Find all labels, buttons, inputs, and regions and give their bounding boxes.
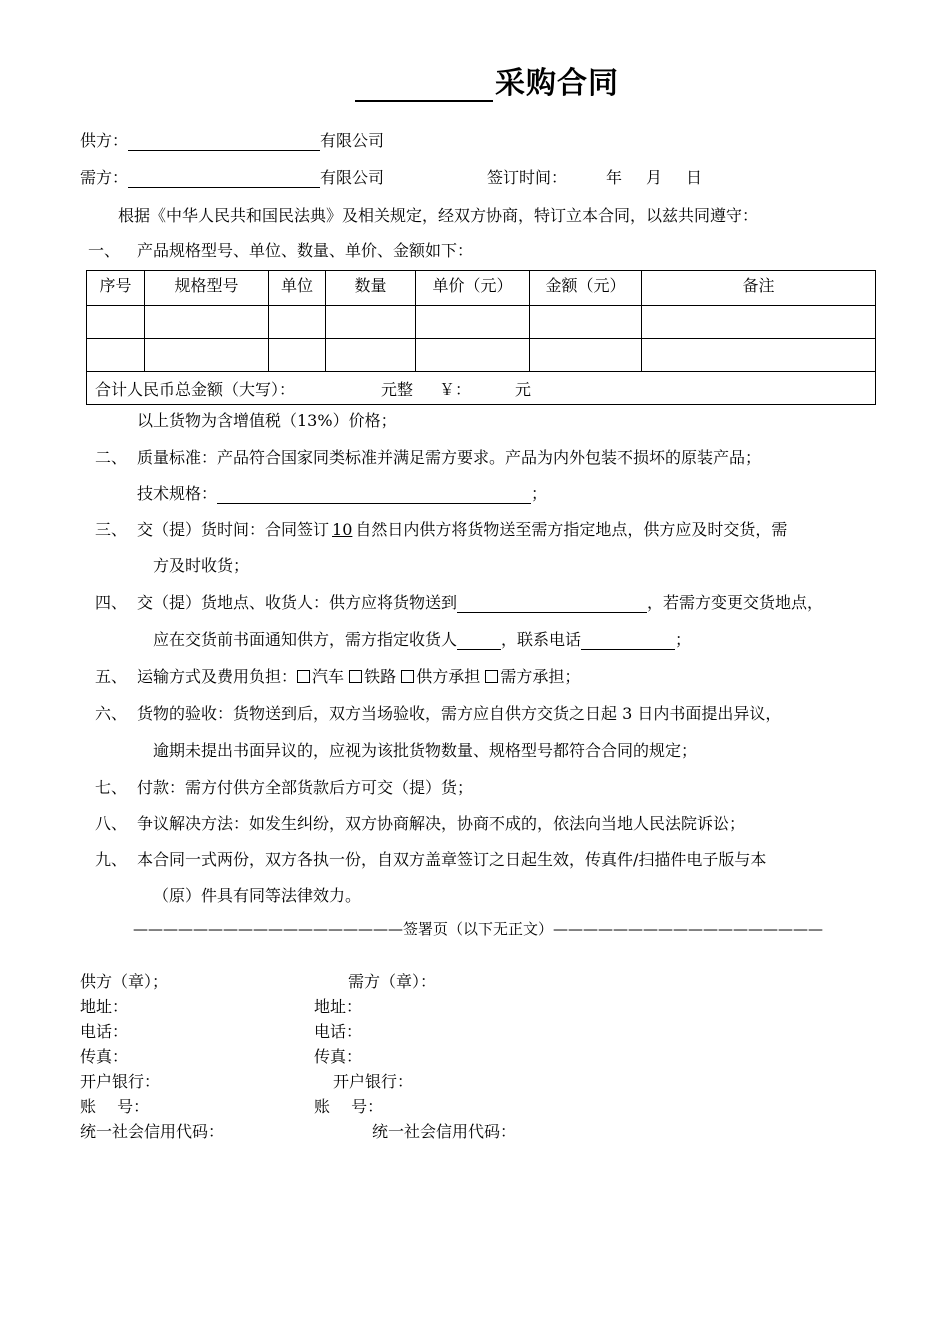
table-cell[interactable]: [87, 339, 145, 372]
clause-4-line2c: ；: [675, 630, 692, 649]
sig-left-seal: 供方（章）；: [80, 972, 169, 991]
clause-8-num: 八、: [95, 814, 128, 833]
table-cell[interactable]: [642, 306, 876, 339]
sig-right-phone: 电话：: [314, 1022, 363, 1041]
checkbox-rail[interactable]: [349, 670, 362, 683]
table-row: [87, 306, 876, 339]
total-cell[interactable]: [87, 372, 876, 405]
signature-divider: ——————————————————签署页（以下无正文）——————————————————: [132, 920, 823, 938]
sig-right-seal: 需方（章）：: [348, 972, 437, 991]
table-cell[interactable]: [87, 306, 145, 339]
table-cell[interactable]: [416, 306, 530, 339]
header-cell: 单价（元）: [416, 271, 530, 306]
clause-4-pre: 交（提）货地点、收货人：供方应将货物送到: [137, 593, 458, 612]
sig-right-address: 地址：: [314, 997, 363, 1016]
buyer-suffix: 有限公司: [320, 168, 385, 187]
option-buyer-pays: 需方承担: [500, 667, 565, 686]
clause-3-num: 三、: [95, 520, 128, 539]
table-cell[interactable]: [145, 339, 269, 372]
clause-6-line1: 货物的验收：货物送到后，双方当场验收，需方应自供方交货之日起 3 日内书面提出异议，: [137, 704, 782, 723]
delivery-days[interactable]: 10: [332, 520, 353, 539]
clause-2-num: 二、: [95, 448, 128, 467]
checkbox-supplier-pays[interactable]: [401, 670, 414, 683]
clause-1-num: 一、: [88, 241, 121, 260]
sig-left-account: 账 号：: [80, 1097, 150, 1116]
receiver-field[interactable]: [457, 631, 501, 650]
clause-3-post: 自然日内供方将货物送至需方指定地点，供方应及时交货，需: [355, 520, 788, 539]
header-cell: 备注: [642, 271, 876, 306]
clause-6-num: 六、: [95, 704, 128, 723]
checkbox-buyer-pays[interactable]: [485, 670, 498, 683]
total-unit: 元: [515, 379, 532, 399]
phone-field[interactable]: [581, 631, 675, 650]
sig-right-bank: 开户银行：: [333, 1072, 414, 1091]
table-cell[interactable]: [642, 339, 876, 372]
clause-3-line1: [137, 517, 787, 540]
clause-9-line1: 本合同一式两份，双方各执一份，自双方盖章签订之日起生效，传真件/扫描件电子版与本: [137, 850, 767, 869]
buyer-line: [80, 165, 384, 188]
option-rail: 铁路: [364, 667, 397, 686]
table-row: [87, 339, 876, 372]
table-cell[interactable]: [416, 339, 530, 372]
clause-2-text: 质量标准：产品符合国家同类标准并满足需方要求。产品为内外包装不损坏的原装产品；: [137, 448, 762, 467]
table-cell[interactable]: [269, 306, 326, 339]
sign-date[interactable]: 年 月 日: [606, 168, 707, 187]
sign-date-label: 签订时间：: [487, 168, 568, 187]
table-cell[interactable]: [530, 339, 642, 372]
supplier-label: 供方：: [80, 131, 129, 150]
sig-right-credit-code: 统一社会信用代码：: [372, 1122, 517, 1141]
table-cell[interactable]: [326, 339, 416, 372]
clause-3-line2: 方及时收货；: [153, 556, 250, 575]
title-blank[interactable]: [355, 70, 493, 102]
clause-4-line1: [137, 590, 823, 613]
clause-2-sub: [137, 481, 547, 504]
clause-6-line2: 逾期未提出书面异议的，应视为该批货物数量、规格型号都符合合同的规定；: [153, 741, 698, 760]
clause-4-post: ，若需方变更交货地点，: [647, 593, 824, 612]
clause-4-num: 四、: [95, 593, 128, 612]
table-cell[interactable]: [326, 306, 416, 339]
option-car: 汽车: [312, 667, 345, 686]
table-cell[interactable]: [145, 306, 269, 339]
page-title: [355, 58, 619, 102]
header-cell: 单位: [269, 271, 326, 306]
clause-1-text: 产品规格型号、单位、数量、单价、金额如下：: [137, 241, 474, 260]
supplier-suffix: 有限公司: [320, 131, 385, 150]
title-text: 采购合同: [495, 66, 619, 101]
tech-spec-field[interactable]: [217, 485, 531, 504]
header-cell: 数量: [326, 271, 416, 306]
total-label: 合计人民币总金额（大写）：: [95, 379, 296, 399]
buyer-name-field[interactable]: [128, 169, 320, 188]
clause-4-line2a: 应在交货前书面通知供方，需方指定收货人: [153, 630, 458, 649]
clause-4-line2: [153, 627, 691, 650]
checkbox-car[interactable]: [297, 670, 310, 683]
clause-3-pre: 交（提）货时间：合同签订: [137, 520, 330, 539]
clause-7-text: 付款：需方付供方全部货款后方可交（提）货；: [137, 778, 474, 797]
clause-8-text: 争议解决方法：如发生纠纷，双方协商解决，协商不成的，依法向当地人民法院诉讼；: [137, 814, 746, 833]
total-yuan: 元整: [381, 379, 414, 399]
header-cell: 金额（元）: [530, 271, 642, 306]
header-cell: 序号: [87, 271, 145, 306]
tech-spec-label: 技术规格：: [137, 484, 218, 503]
table-header-row: [87, 271, 876, 306]
sig-left-phone: 电话：: [80, 1022, 129, 1041]
product-table: [86, 270, 876, 405]
supplier-line: [80, 128, 384, 151]
clause-5-line: [137, 664, 580, 687]
transport-label: 运输方式及费用负担：: [137, 667, 298, 686]
buyer-label: 需方：: [80, 168, 129, 187]
option-supplier-pays: 供方承担: [416, 667, 481, 686]
table-cell[interactable]: [530, 306, 642, 339]
sig-right-account: 账 号：: [314, 1097, 384, 1116]
supplier-name-field[interactable]: [128, 132, 320, 151]
clause-9-line2: （原）件具有同等法律效力。: [153, 886, 362, 905]
header-cell: 规格型号: [145, 271, 269, 306]
delivery-address-field[interactable]: [457, 594, 647, 613]
clause-7-num: 七、: [95, 778, 128, 797]
tech-spec-end: ；: [531, 484, 548, 503]
preamble: 根据《中华人民共和国民法典》及相关规定，经双方协商，特订立本合同，以兹共同遵守：: [118, 206, 759, 225]
clause-9-num: 九、: [95, 850, 128, 869]
sig-left-fax: 传真：: [80, 1047, 129, 1066]
clause-5-num: 五、: [95, 667, 128, 686]
sig-left-address: 地址：: [80, 997, 129, 1016]
sig-left-credit-code: 统一社会信用代码：: [80, 1122, 225, 1141]
total-symbol: ￥：: [439, 379, 472, 399]
tax-note: 以上货物为含增值税（13%）价格；: [137, 411, 397, 430]
sig-left-bank: 开户银行：: [80, 1072, 161, 1091]
clause-4-line2b: ，联系电话: [501, 630, 582, 649]
table-total-row: [87, 372, 876, 405]
sig-right-fax: 传真：: [314, 1047, 363, 1066]
transport-end: ；: [564, 667, 581, 686]
table-cell[interactable]: [269, 339, 326, 372]
